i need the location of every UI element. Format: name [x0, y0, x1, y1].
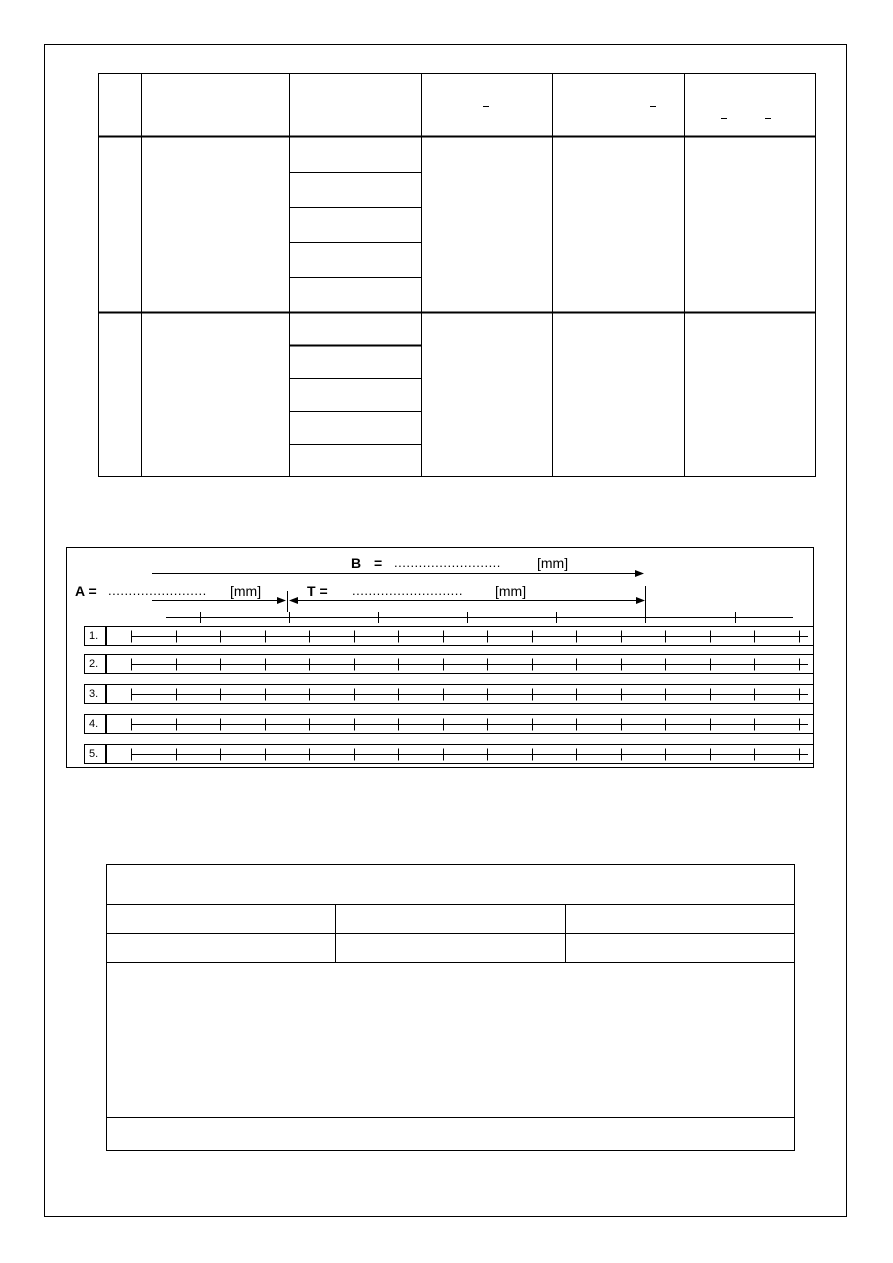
- t-arrowhead-left: [289, 597, 298, 604]
- t-label: T =: [307, 583, 328, 599]
- row-number-label: 5.: [89, 748, 99, 760]
- row-number-label: 3.: [89, 688, 99, 700]
- a-unit: [mm]: [230, 583, 262, 599]
- b-unit: [mm]: [537, 555, 569, 571]
- b-arrowhead: [635, 570, 644, 577]
- results-table-border: [99, 74, 816, 477]
- row-number-label: 4.: [89, 718, 99, 730]
- b-equals: =: [374, 555, 383, 571]
- a-label: A =: [75, 583, 97, 599]
- measurement-row: [85, 684, 814, 704]
- a-value-blank[interactable]: ........................: [108, 583, 207, 598]
- t-arrowhead-right: [636, 597, 645, 604]
- results-table: [98, 73, 816, 477]
- b-value-blank[interactable]: ..........................: [394, 555, 501, 570]
- b-label: B: [351, 555, 362, 571]
- scale-figure: [67, 548, 814, 768]
- measurement-row: [85, 714, 814, 734]
- measurement-row: [85, 654, 814, 674]
- t-value-blank[interactable]: ...........................: [352, 583, 464, 598]
- a-arrowhead: [277, 597, 286, 604]
- signature-table-border: [107, 865, 795, 1151]
- t-unit: [mm]: [495, 583, 527, 599]
- row-number-label: 1.: [89, 630, 99, 642]
- scale-figure-border: [67, 548, 814, 768]
- measurement-row: [85, 744, 814, 764]
- row-number-label: 2.: [89, 658, 99, 670]
- signature-table: [106, 865, 795, 1151]
- measurement-rows: [85, 626, 814, 764]
- measurement-row: [85, 626, 814, 646]
